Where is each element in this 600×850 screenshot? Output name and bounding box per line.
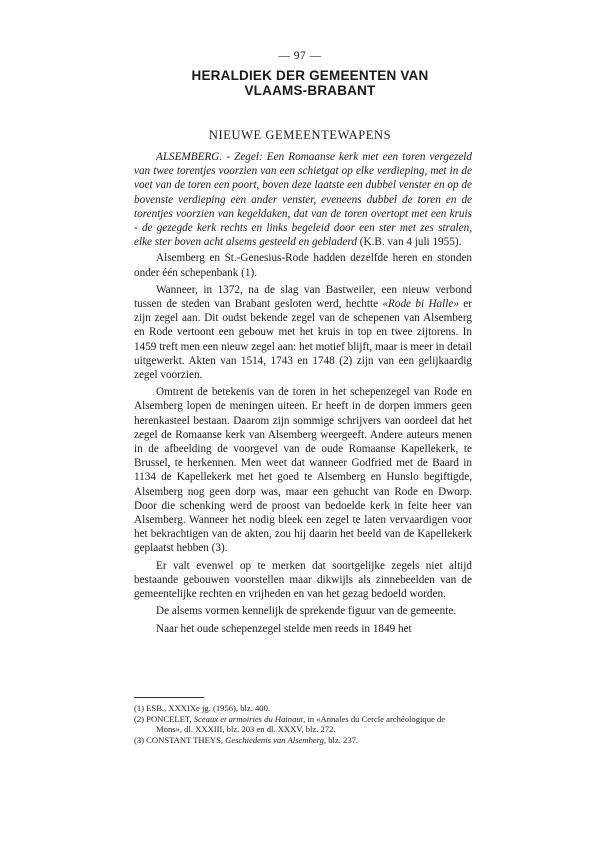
footnote-3-title: Geschiedenis van Alsemberg: [225, 734, 324, 745]
entry-name: ALSEMBERG.: [156, 151, 223, 163]
footnote-2-title: Sceaux et armoiries du Hainaut: [193, 713, 304, 724]
paragraph-alsemberg-seal: [134, 150, 472, 249]
title-line-2: VLAAMS-BRABANT: [244, 83, 376, 98]
section-heading: NIEUWE GEMEENTEWAPENS: [208, 128, 392, 142]
seal-description: - Zegel: Een Romaanse kerk met een toren vergezeld van twee torentjes voorzien van een schietgat op elke verdieping, met in de voet van de toren een poort, boven deze laatste een dubbel venster en op de bovenste verdieping een ander venster, eveneens dubbel de toren en de torentjes voorzien van kegeldaken, dat van de toren overtopt met een kruis - de gezegde kerk rechts en links begeleid door een ster met zes stralen, elke ster boven acht alsems gesteeld en gebladerd: [134, 151, 472, 249]
page-number: — 97 —: [278, 50, 322, 62]
body-text: [134, 150, 472, 639]
footnote-3-source: , blz. 237.: [323, 734, 359, 745]
decree-reference: (K.B. van 4 juli 1955).: [356, 236, 462, 249]
footnote-divider: [134, 697, 204, 698]
footnote-2-author: (2) PONCELET,: [134, 713, 194, 724]
paragraph-4: Omtrent de betekenis van de toren in het schepenzegel van Rode en Alsemberg lopen de meningen uiteen. Er heeft in de dorpen immers geen herenkasteel bestaan. Daarom zijn sommige schrijvers van oordeel dat het zegel de Romaanse kerk van Alsemberg weergeeft. Andere auteurs menen in de afbeelding de voorgevel van de oude Romaanse Kapellekerk, te Brussel, te herkennen. Men weet dat wanneer Godfried met de Baard in 1134 de Kapellekerk met het goed te Alsemberg en Hunslo begiftigde, Alsemberg nog geen dorp was, maar een gehucht van Rode en Dworp. Door die schenking werd de proost van bedoelde kerk in feite heer van Alsemberg. Wanneer het nodig bleek een zegel te laten vervaardigen voor het bekrachtigen van de akten, zou hij daarin het beeld van de Kapellekerk geplaatst hebben (3).: [134, 386, 472, 555]
paragraph-6: De alsems vormen kennelijk de sprekende figuur van de gemeente.: [156, 605, 457, 618]
paragraph-5: Er valt evenwel op te merken dat soortgelijke zegels niet altijd bestaande gebouwen voorstellen maar dikwijls als zinnebeelden van de gemeentelijke rechten en vrijheden en van het gezag bedoeld worden.: [134, 559, 472, 601]
paragraph-7: Naar het oude schepenzegel stelde men reeds in 1849 het: [156, 622, 412, 635]
paragraph-3-part-a: Wanneer, in 1372, na de slag van Bastweiler, een nieuw verbond tussen de steden van Brabant gesloten werd, hechtte: [134, 283, 472, 311]
paragraph-3-quote: «Rode bi Halle»: [382, 298, 459, 311]
paragraph-3: [134, 283, 472, 382]
footnote-3: [134, 735, 472, 746]
footnotes: [134, 703, 472, 745]
footnote-2-source: , in «Annales du Cercle archéologique de Mons», dl. XXXIII, blz. 203 en dl. XXXV, blz. 272.: [156, 713, 446, 735]
paragraph-3-part-b: er zijn zegel aan. Dit oudst bekende zegel van de schepenen van Alsemberg en Rode vertoont een gebouw met het kruis in top en twee zijtorens. In 1459 treft men een nieuw zegel aan: het motief blijft, maar is meer in detail uitgewerkt. Akten van 1514, 1743 en 1748 (2) zijn van een gelijkaardig zegel voorzien.: [134, 298, 472, 382]
footnote-1: (1) ESB., XXXIXe jg. (1956), blz. 400.: [134, 703, 271, 713]
paragraph-2: Alsemberg en St.-Genesius-Rode hadden dezelfde heren en stonden onder één schepenbank (1).: [134, 252, 472, 279]
page-title: [140, 68, 480, 98]
footnote-2: [134, 714, 472, 735]
title-line-1: HERALDIEK DER GEMEENTEN VAN: [191, 68, 429, 83]
footnote-3-author: (3) CONSTANT THEYS,: [134, 734, 226, 745]
